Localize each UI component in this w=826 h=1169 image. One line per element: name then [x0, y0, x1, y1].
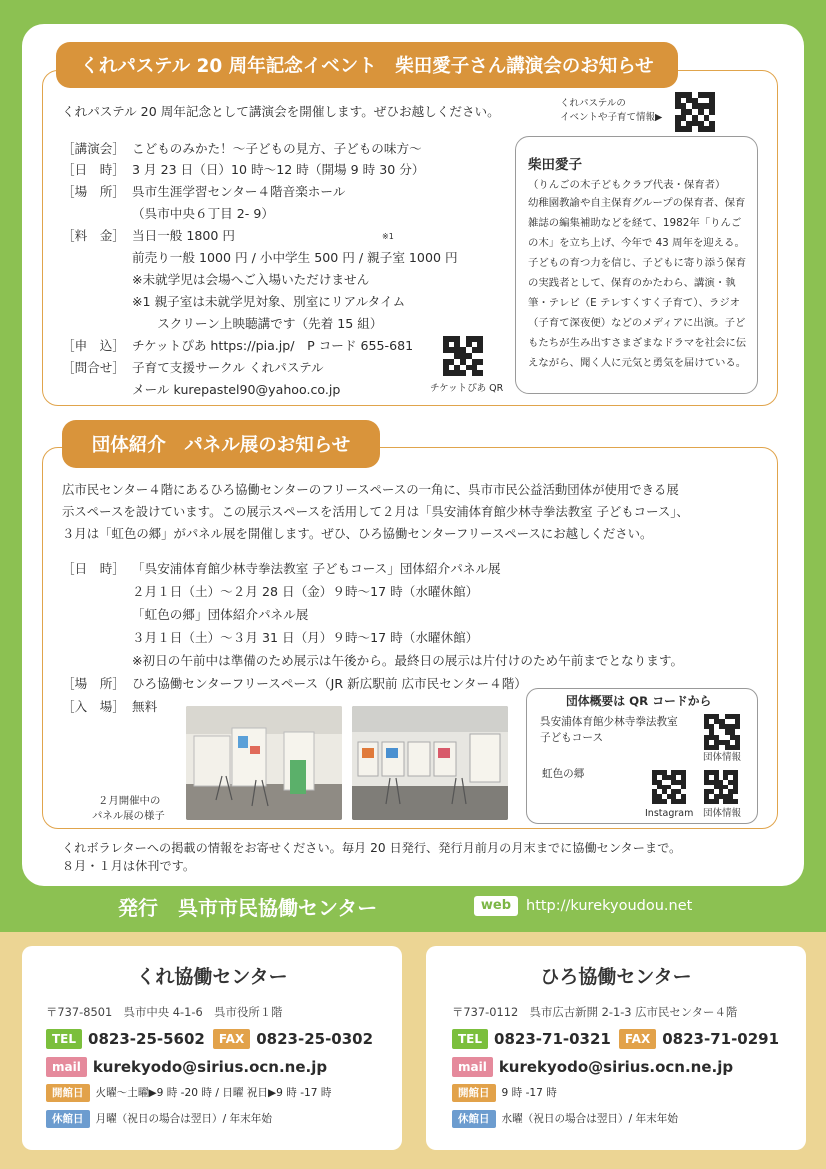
fax-label: FAX [213, 1029, 250, 1049]
exhibition-row: ［場 所］ ひろ協働センターフリースペース（JR 新広駅前 広市民センター４階） [62, 676, 527, 691]
qr-top-label-2: イベントや子育て情報▶ [560, 112, 663, 123]
kure-phone-line [46, 1028, 381, 1049]
kure-closed-days: 月曜（祝日の場合は翌日）/ 年末年始 [95, 1113, 272, 1125]
event-row: ［講演会］ こどものみかた！～子どもの見方、子どもの味方～ [62, 141, 422, 156]
kure-open-line [46, 1082, 331, 1102]
group1-qr-label: 団体情報 [703, 752, 742, 763]
mail-label: mail [452, 1057, 493, 1077]
hiro-tel[interactable]: 0823-71-0321 [494, 1029, 611, 1048]
exhibition-row: 「虹色の郷」団体紹介パネル展 [132, 607, 309, 622]
photo-caption-2: パネル展の様子 [92, 810, 165, 822]
hiro-open-hours: 9 時 -17 時 [501, 1087, 557, 1099]
group2-qr-label: 団体情報 [703, 808, 742, 819]
group2-qr-icon[interactable] [704, 770, 738, 804]
group-qr-title: 団体概要は QR コードから [566, 694, 712, 708]
kurepastel-qr-icon[interactable] [675, 92, 715, 132]
kure-tel[interactable]: 0823-25-5602 [88, 1029, 205, 1048]
kure-address: 〒737-8501 呉市中央 4-1-6 呉市役所１階 [46, 1005, 283, 1019]
notice-line2: ８月・１月は休刊です。 [62, 859, 196, 873]
hiro-mail-line [452, 1056, 741, 1077]
publisher-strip [0, 886, 826, 932]
exhibition-row: ２月１日（土）～２月 28 日（金）９時～17 時（水曜休館） [132, 584, 479, 599]
exhibition-photo-1 [186, 706, 342, 820]
instagram-label: Instagram [645, 808, 694, 819]
kure-mail-line [46, 1056, 335, 1077]
group1-name-line2: 子どもコース [540, 732, 604, 744]
group1-name-line1: 呉安浦体育館少林寺拳法教室 [540, 716, 678, 728]
event-row: 前売り一般 1000 円 / 小中学生 500 円 / 親子室 1000 円 [132, 250, 458, 265]
qr-top-label-1: くれパステルの [560, 98, 626, 109]
speaker-subtitle: （りんごの木子どもクラブ代表・保育者） [528, 179, 726, 191]
event-row: （呉市中央６丁目 2- 9） [132, 206, 274, 221]
fax-label: FAX [619, 1029, 656, 1049]
event-row: メール kurepastel90@yahoo.co.jp [132, 382, 341, 397]
kure-fax: 0823-25-0302 [256, 1029, 374, 1048]
open-label: 開館日 [46, 1084, 90, 1102]
speaker-bio-box [515, 136, 758, 394]
tel-label: TEL [46, 1029, 82, 1049]
event-tab-title: くれパステル 20 周年記念イベント 柴田愛子さん講演会のお知らせ [56, 42, 678, 88]
group2-name: 虹色の郷 [542, 768, 585, 780]
exhibition-intro-line: 広市民センター４階にあるひろ協働センターのフリースペースの一角に、呉市市民公益活動団体が使用できる展 [62, 482, 679, 497]
hiro-address: 〒737-0112 呉市広古新開 2-1-3 広市民センター４階 [452, 1005, 738, 1019]
closed-label: 休館日 [452, 1110, 496, 1128]
event-row: ※1 親子室は未就学児対象、別室にリアルタイム [132, 294, 406, 309]
exhibition-tab-title: 団体紹介 パネル展のお知らせ [62, 420, 380, 468]
kure-open-hours: 火曜～土曜▶9 時 -20 時 / 日曜 祝日▶9 時 -17 時 [95, 1087, 332, 1099]
closed-label: 休館日 [46, 1110, 90, 1128]
web-badge: web [474, 896, 518, 916]
kure-closed-line [46, 1108, 272, 1128]
tel-label: TEL [452, 1029, 488, 1049]
publisher-title: 発行 呉市市民協働センター [118, 896, 378, 920]
speaker-name: 柴田愛子 [528, 157, 582, 173]
publisher-url[interactable]: http://kurekyoudou.net [526, 898, 693, 914]
hiro-phone-line [452, 1028, 787, 1049]
kure-center-card [22, 946, 402, 1150]
exhibition-intro-line: 示スペースを設けています。この展示スペースを活用して２月は「呉安浦体育館少林寺拳法教室 子どもコース」、 [62, 504, 689, 519]
hiro-open-line [452, 1082, 557, 1102]
exhibition-photo-2 [352, 706, 508, 820]
ticket-qr-label: チケットぴあ QR [430, 383, 504, 394]
event-row: ［申 込］ チケットぴあ https://pia.jp/ P コード 655-681 [62, 338, 414, 353]
event-row: ［問合せ］ 子育て支援サークル くれパステル [62, 360, 324, 375]
photo-caption-1: ２月開催中の [98, 795, 161, 807]
exhibition-row: ［日 時］ 「呉安浦体育館少林寺拳法教室 子どもコース」団体紹介パネル展 [62, 561, 501, 576]
event-row: ［場 所］ 呉市生涯学習センター４階音楽ホール [62, 184, 346, 199]
hiro-fax: 0823-71-0291 [662, 1029, 780, 1048]
event-row: ［料 金］ 当日一般 1800 円 [62, 228, 236, 243]
hiro-mail[interactable]: kurekyodo@sirius.ocn.ne.jp [498, 1057, 734, 1076]
exhibition-row: ［入 場］ 無料 [62, 699, 158, 714]
kure-mail[interactable]: kurekyodo@sirius.ocn.ne.jp [92, 1057, 328, 1076]
event-row: ※未就学児は会場へご入場いただけません [132, 272, 370, 287]
event-row: スクリーン上映聴講です（先着 15 組） [132, 316, 383, 331]
mail-label: mail [46, 1057, 87, 1077]
group2-instagram-qr-icon[interactable] [652, 770, 686, 804]
hiro-center-title: ひろ協働センター [540, 966, 692, 988]
hiro-center-card [426, 946, 806, 1150]
hiro-closed-days: 水曜（祝日の場合は翌日）/ 年末年始 [501, 1113, 678, 1125]
exhibition-row: ※初日の午前中は準備のため展示は午後から。最終日の展示は片付けのため午前までとなります。 [132, 653, 684, 668]
event-row: ［日 時］ 3 月 23 日（日）10 時～12 時（開場 9 時 30 分） [62, 162, 425, 177]
exhibition-row: ３月１日（土）～３月 31 日（月）９時～17 時（水曜休館） [132, 630, 479, 645]
exhibition-intro-line: ３月は「虹色の郷」がパネル展を開催します。ぜひ、ひろ協働センターフリースペースにお越しください。 [62, 526, 653, 541]
notice-line1: くれボラレターへの掲載の情報をお寄せください。毎月 20 日発行、発行月前月の月末までに協働センターまで。 [62, 841, 682, 855]
group1-qr-icon[interactable] [704, 714, 740, 750]
open-label: 開館日 [452, 1084, 496, 1102]
event-intro: くれパステル 20 周年記念として講演会を開催します。ぜひお越しください。 [62, 104, 500, 119]
kure-center-title: くれ協働センター [136, 966, 288, 988]
ticket-qr-icon[interactable] [443, 336, 483, 376]
hiro-closed-line [452, 1108, 678, 1128]
speaker-bio-text: 幼稚園教諭や自主保育グループの保育者、保育雑誌の編集補助などを経て、1982年「りんごの木」を立ち上げ、今年で 43 周年を迎える。子どもの育つ力を信じ、子どもに寄り添う保育の実践者として、保育のかたわら、講演・執筆・テレビ（E テレすくすく子育て）、ラジオ（子育て深夜便）などのメディアに出演。子どもたちが生み出すさまざまなドラマを社会に伝えながら、聞く人に元気と勇気を届けている。 [528, 197, 747, 369]
superscript-note: ※1 [382, 232, 394, 241]
